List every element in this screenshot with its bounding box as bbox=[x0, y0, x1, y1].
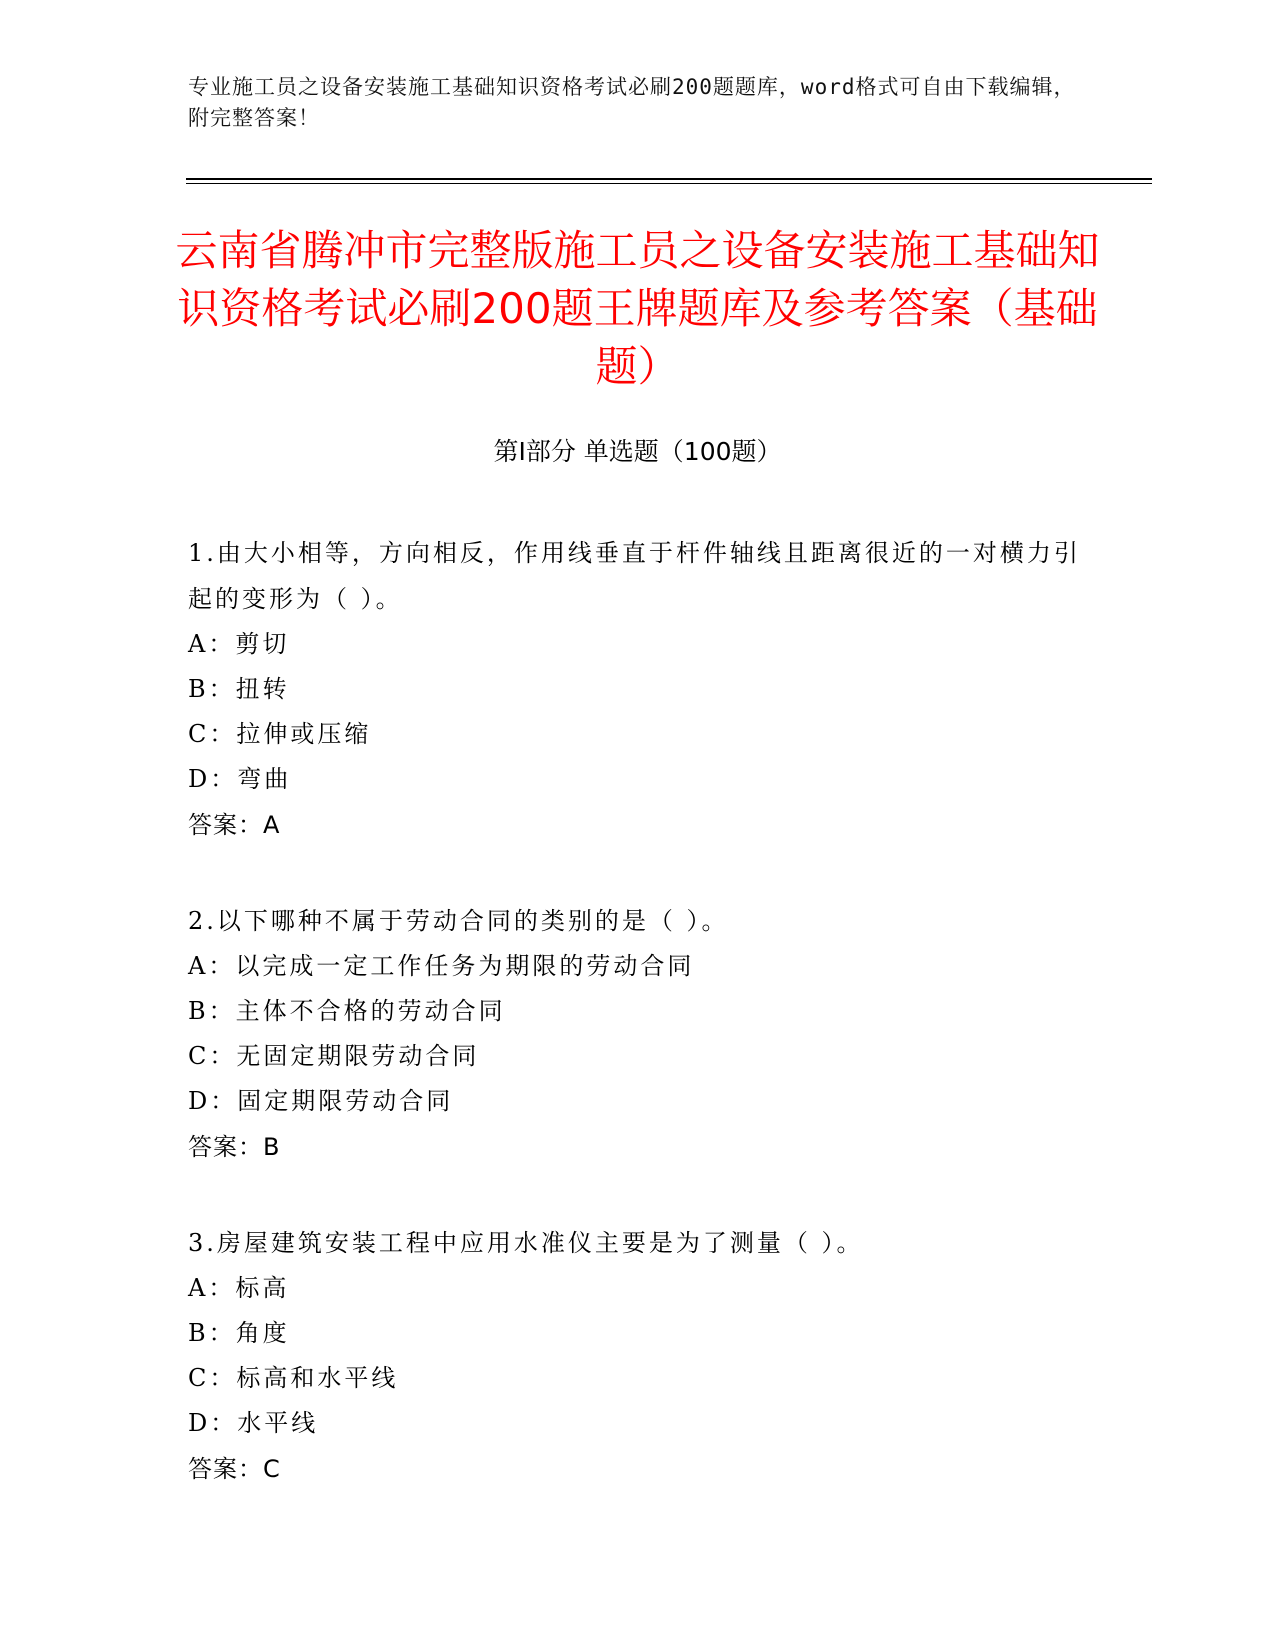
document-title: 云南省腾冲市完整版施工员之设备安装施工基础知识资格考试必刷200题王牌题库及参考答案（基础题） bbox=[175, 226, 1100, 391]
question-3 bbox=[188, 1220, 1088, 1492]
option-d: D：水平线 bbox=[188, 1409, 319, 1437]
option-a: A：剪切 bbox=[188, 630, 290, 658]
option-d: D：固定期限劳动合同 bbox=[188, 1087, 454, 1115]
option-c: C：标高和水平线 bbox=[188, 1364, 399, 1392]
answer: 答案：A bbox=[188, 811, 281, 839]
question-2 bbox=[188, 898, 1088, 1170]
option-a: A：以完成一定工作任务为期限的劳动合同 bbox=[188, 952, 695, 980]
answer: 答案：C bbox=[188, 1455, 281, 1483]
section-heading: 第I部分 单选题（100题） bbox=[493, 437, 782, 466]
option-d: D：弯曲 bbox=[188, 765, 292, 793]
option-c: C：无固定期限劳动合同 bbox=[188, 1042, 480, 1070]
option-b: B：扭转 bbox=[188, 675, 290, 703]
question-stem: 1.由大小相等，方向相反，作用线垂直于杆件轴线且距离很近的一对横力引起的变形为（ ）。 bbox=[188, 539, 1081, 613]
option-a: A：标高 bbox=[188, 1274, 290, 1302]
header-divider-thick bbox=[186, 178, 1152, 180]
option-b: B：主体不合格的劳动合同 bbox=[188, 997, 506, 1025]
header-divider-thin bbox=[186, 183, 1152, 184]
header-note: 专业施工员之设备安装施工基础知识资格考试必刷200题题库，word格式可自由下载编辑，附完整答案！ bbox=[188, 75, 1076, 130]
question-list bbox=[188, 530, 1088, 1542]
question-1 bbox=[188, 530, 1088, 848]
answer: 答案：B bbox=[188, 1133, 281, 1161]
option-b: B：角度 bbox=[188, 1319, 290, 1347]
question-stem: 2.以下哪种不属于劳动合同的类别的是（ ）。 bbox=[188, 907, 729, 935]
option-c: C：拉伸或压缩 bbox=[188, 720, 372, 748]
question-stem: 3.房屋建筑安装工程中应用水准仪主要是为了测量（ ）。 bbox=[188, 1229, 864, 1257]
